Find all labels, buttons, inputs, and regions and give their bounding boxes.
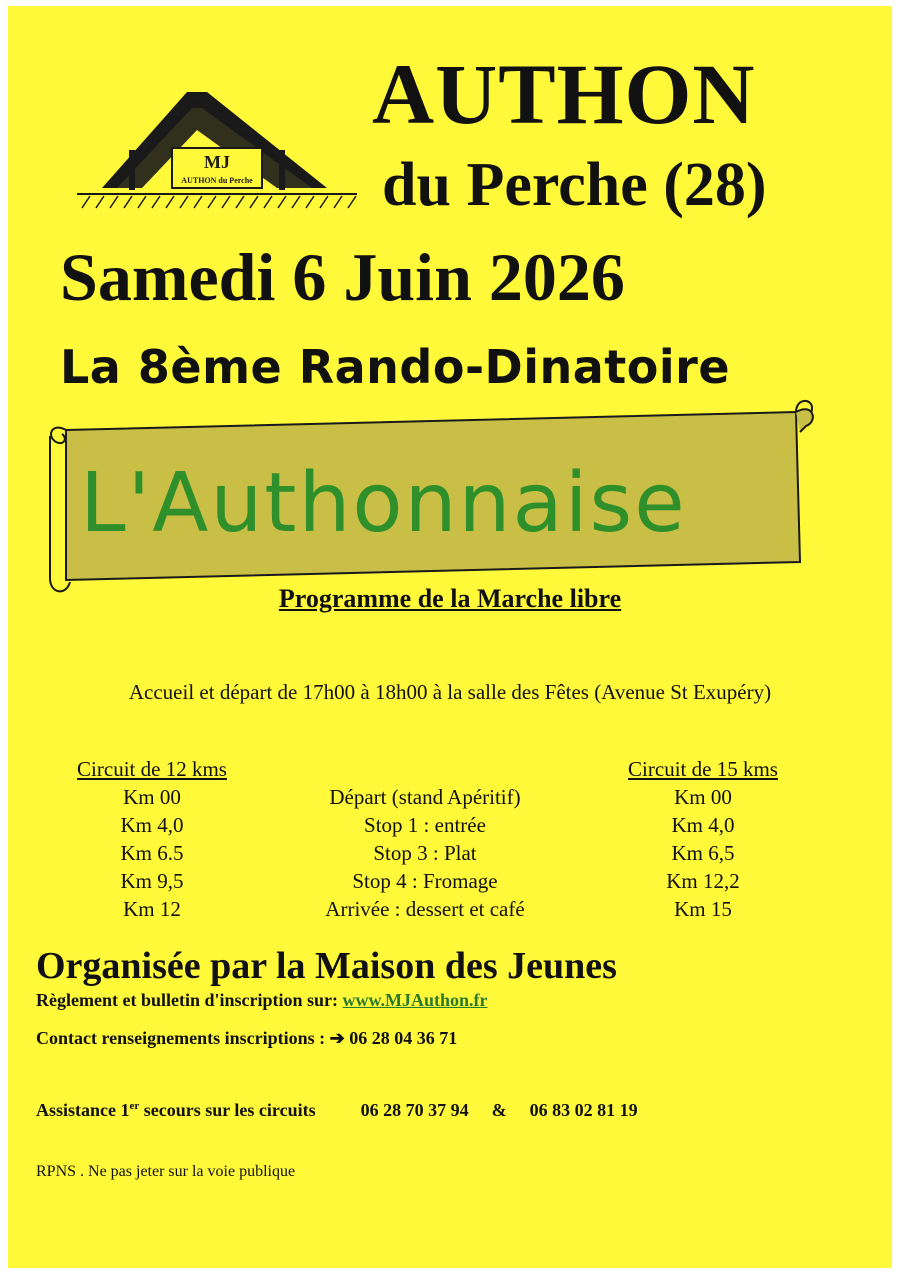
circuit-15-km: Km 4,0: [671, 813, 735, 837]
circuit-15-km: Km 6,5: [671, 841, 735, 865]
stop-item: Stop 4 : Fromage: [352, 869, 498, 893]
circuit-12-km: Km 12: [123, 897, 181, 921]
event-name: La 8ème Rando-Dinatoire: [60, 340, 731, 394]
circuit-15-km: Km 00: [674, 785, 732, 809]
stop-item: Stop 1 : entrée: [364, 813, 486, 837]
logo-caption: AUTHON du Perche: [181, 176, 253, 185]
circuit-15-column: [610, 755, 796, 923]
circuit-12-km: Km 4,0: [120, 813, 184, 837]
ground-hatching: [82, 196, 356, 208]
stops-column: [290, 755, 560, 923]
contact-label: Contact renseignements inscriptions :: [36, 1028, 326, 1048]
house-logo: [72, 60, 362, 220]
circuit-12-header: Circuit de 12 kms: [77, 757, 227, 781]
assistance-line: [36, 1100, 638, 1121]
circuit-12-km: Km 6.5: [120, 841, 184, 865]
circuit-12-km: Km 9,5: [120, 869, 184, 893]
circuit-12-km: Km 00: [123, 785, 181, 809]
stop-item: Stop 3 : Plat: [373, 841, 477, 865]
stop-item: Départ (stand Apéritif): [329, 785, 521, 809]
assist-phone-2: 06 83 02 81 19: [529, 1100, 638, 1120]
rules-label: Règlement et bulletin d'inscription sur:: [36, 990, 338, 1010]
event-date: Samedi 6 Juin 2026: [60, 239, 625, 315]
circuit-15-km: Km 12,2: [666, 869, 740, 893]
contact-line: [36, 1028, 457, 1049]
program-title: Programme de la Marche libre: [278, 584, 622, 613]
footer-note: RPNS . Ne pas jeter sur la voie publique: [36, 1163, 296, 1180]
organizer: Organisée par la Maison des Jeunes: [36, 945, 617, 987]
assist-label: Assistance 1er secours sur les circuits: [36, 1100, 316, 1120]
circuit-12-column: [62, 755, 242, 923]
contact-phone: 06 28 04 36 71: [349, 1028, 458, 1048]
arrow-icon: ➔: [329, 1028, 345, 1048]
rules-line: [36, 990, 488, 1011]
circuit-15-header: Circuit de 15 kms: [628, 757, 778, 781]
welcome-info: Accueil et départ de 17h00 à 18h00 à la salle des Fêtes (Avenue St Exupéry): [128, 680, 772, 704]
town-subtitle: du Perche (28): [382, 151, 767, 219]
brand-title: L'Authonnaise: [80, 456, 687, 551]
assist-ampersand: &: [491, 1100, 507, 1120]
assist-phone-1: 06 28 70 37 94: [360, 1100, 469, 1120]
stop-item: Arrivée : dessert et café: [325, 897, 525, 921]
circuit-15-km: Km 15: [674, 897, 732, 921]
town-title: AUTHON: [372, 46, 756, 142]
logo-initials: MJ: [204, 152, 230, 172]
website-link[interactable]: www.MJAuthon.fr: [342, 990, 488, 1010]
